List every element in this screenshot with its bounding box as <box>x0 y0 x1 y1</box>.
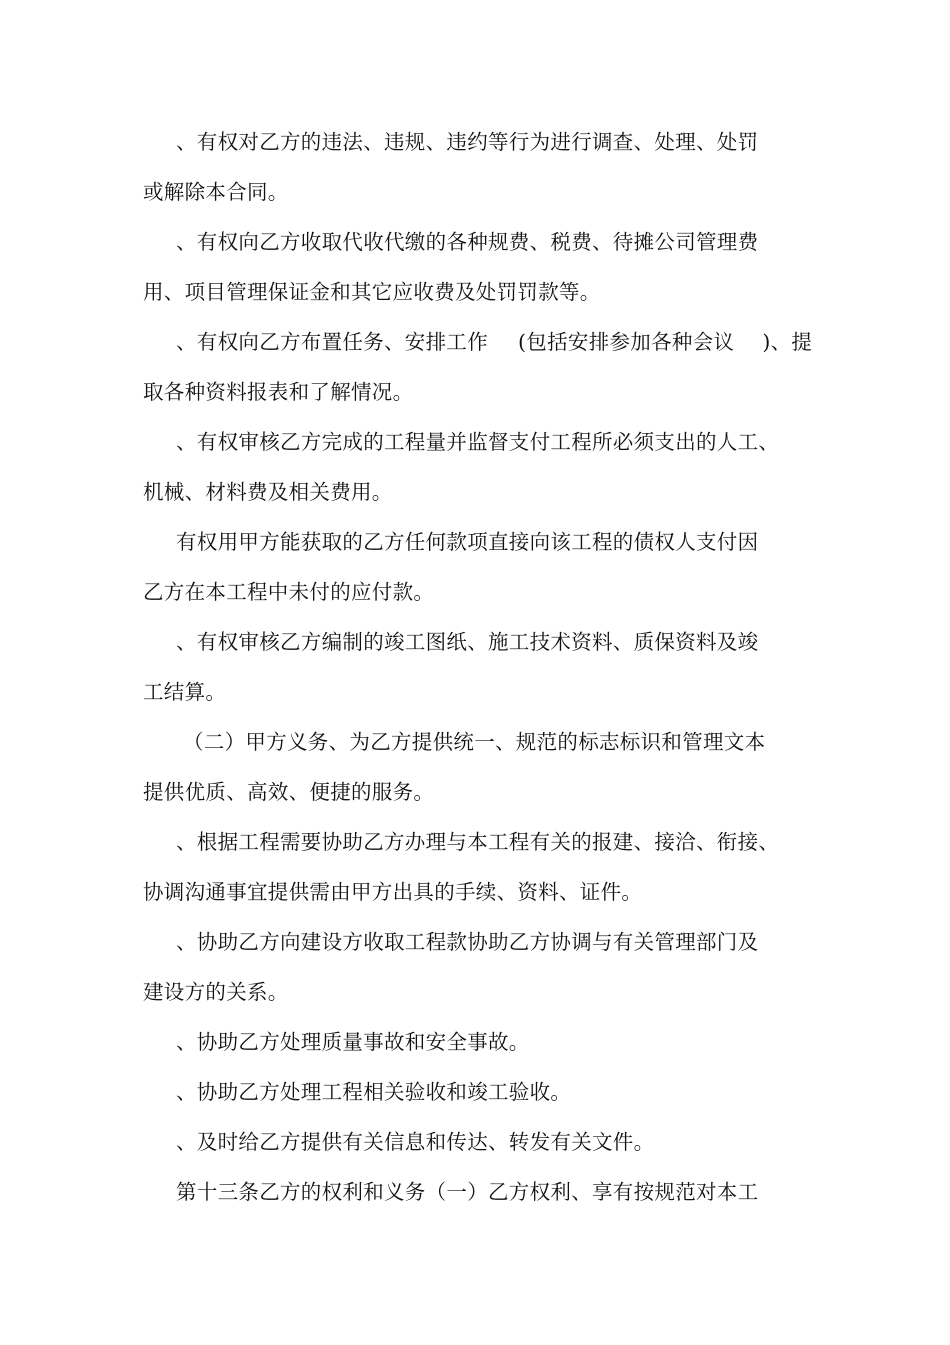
paragraph-line: 、协助乙方处理质量事故和安全事故。 <box>176 1030 530 1054</box>
paragraph-line: 、根据工程需要协助乙方办理与本工程有关的报建、接洽、衔接、 <box>176 830 780 854</box>
paragraph-line: 乙方在本工程中未付的应付款。 <box>143 580 435 604</box>
paragraph-line: 协调沟通事宜提供需由甲方出具的手续、资料、证件。 <box>143 880 643 904</box>
paragraph-line: 建设方的关系。 <box>143 980 289 1004</box>
paragraph-line: 第十三条乙方的权利和义务（一）乙方权利、享有按规范对本工 <box>176 1180 759 1204</box>
paragraph-line: 机械、材料费及相关费用。 <box>143 480 393 504</box>
paragraph-line: 、协助乙方向建设方收取工程款协助乙方协调与有关管理部门及 <box>176 930 759 954</box>
paragraph-line: （二）甲方义务、为乙方提供统一、规范的标志标识和管理文本 <box>183 730 766 754</box>
paragraph-line: 有权用甲方能获取的乙方任何款项直接向该工程的债权人支付因 <box>176 530 759 554</box>
paragraph-line: 用、项目管理保证金和其它应收费及处罚罚款等。 <box>143 280 601 304</box>
paragraph-line: 、协助乙方处理工程相关验收和竣工验收。 <box>176 1080 572 1104</box>
paragraph-line-split <box>176 329 812 355</box>
paragraph-line: 、有权向乙方收取代收代缴的各种规费、税费、待摊公司管理费 <box>176 230 759 254</box>
line-segment: (包括安排参加各种会议 <box>518 330 735 354</box>
paragraph-line: 取各种资料报表和了解情况。 <box>143 380 414 404</box>
line-segment: )、提 <box>762 330 813 354</box>
line-segment: 、有权向乙方布置任务、安排工作 <box>176 330 488 354</box>
paragraph-line: 、有权审核乙方编制的竣工图纸、施工技术资料、质保资料及竣 <box>176 630 759 654</box>
paragraph-line: 或解除本合同。 <box>143 180 289 204</box>
paragraph-line: 提供优质、高效、便捷的服务。 <box>143 780 435 804</box>
paragraph-line: 、及时给乙方提供有关信息和传达、转发有关文件。 <box>176 1130 655 1154</box>
paragraph-line: 、有权对乙方的违法、违规、违约等行为进行调查、处理、处罚 <box>176 130 759 154</box>
paragraph-line: 、有权审核乙方完成的工程量并监督支付工程所必须支出的人工、 <box>176 430 780 454</box>
paragraph-line: 工结算。 <box>143 680 227 704</box>
